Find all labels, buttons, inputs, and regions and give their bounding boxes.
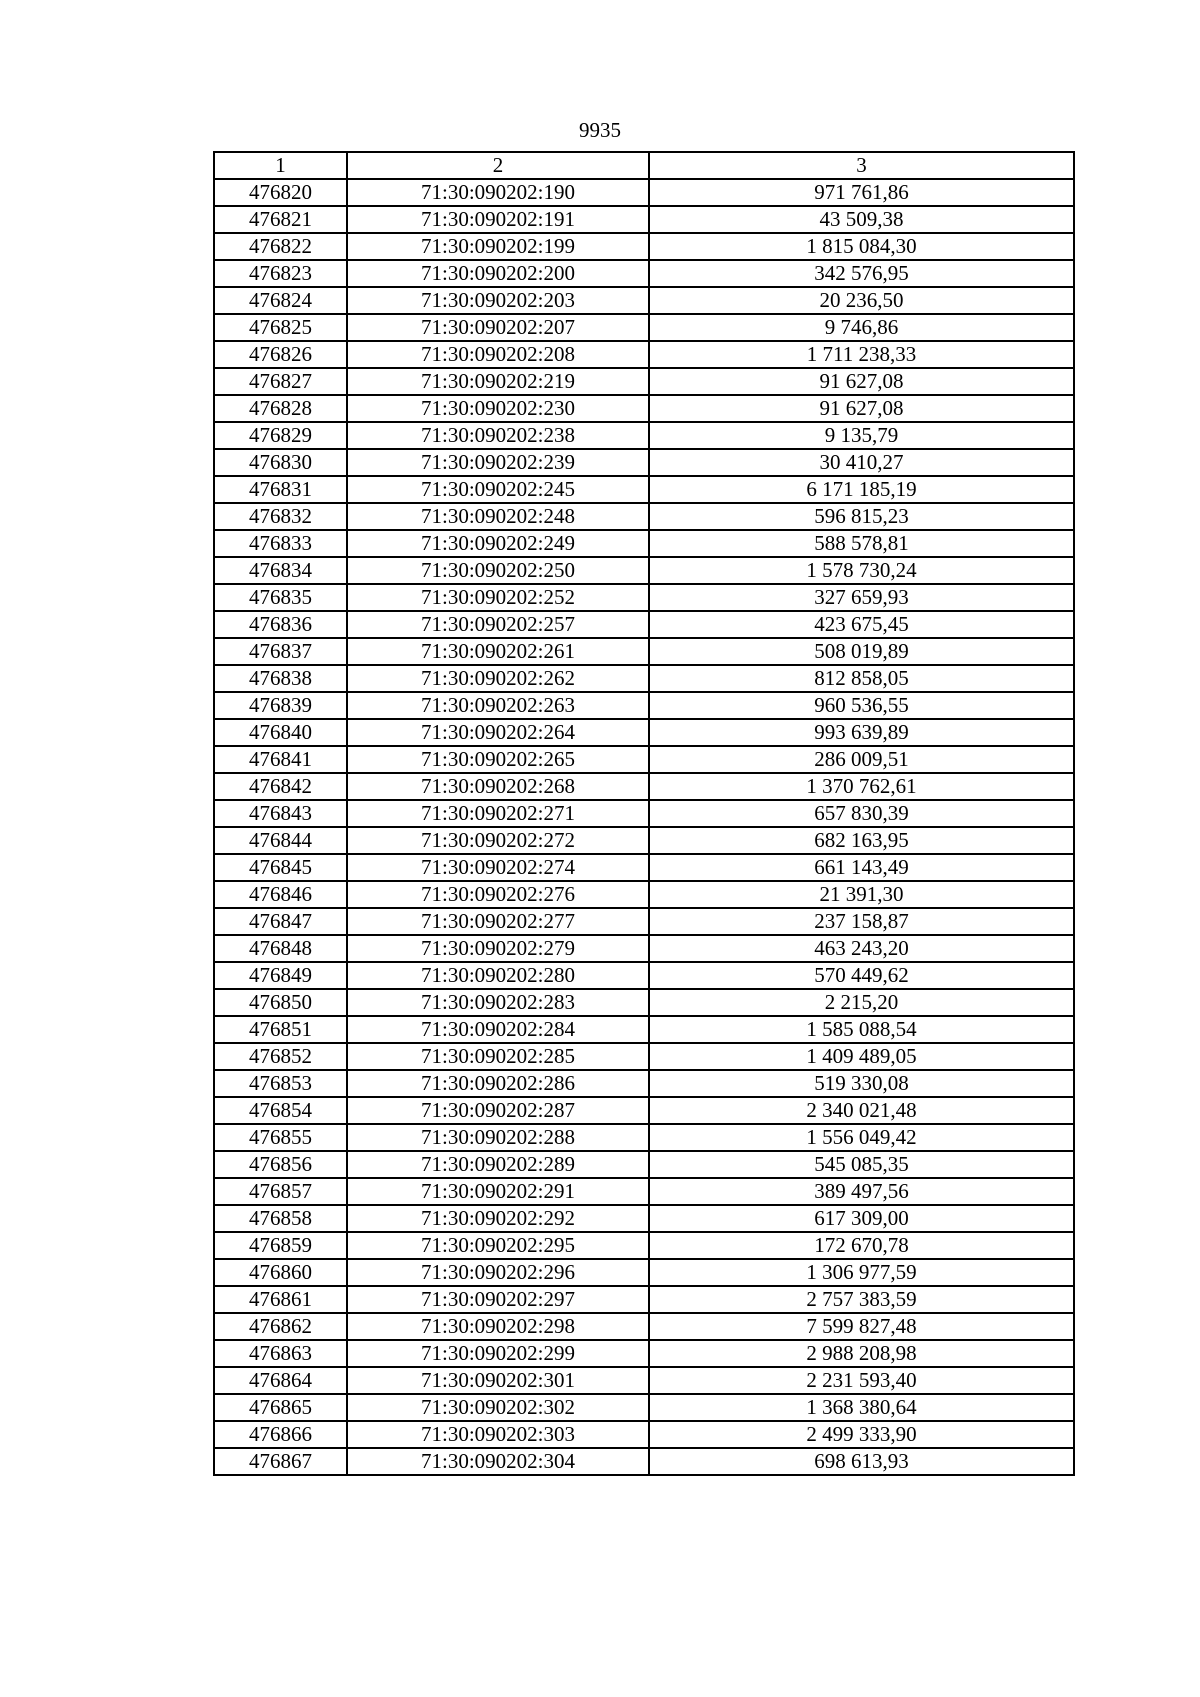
value-cell: 91 627,08 [649, 395, 1074, 422]
value-cell: 698 613,93 [649, 1448, 1074, 1475]
row-number-cell: 476824 [214, 287, 347, 314]
cadastral-number-cell: 71:30:090202:289 [347, 1151, 649, 1178]
table-row [214, 908, 1074, 935]
value-cell: 91 627,08 [649, 368, 1074, 395]
table-row [214, 1043, 1074, 1070]
cadastral-number-cell: 71:30:090202:203 [347, 287, 649, 314]
value-cell: 1 370 762,61 [649, 773, 1074, 800]
table-row [214, 314, 1074, 341]
table-row [214, 1340, 1074, 1367]
cadastral-number-cell: 71:30:090202:250 [347, 557, 649, 584]
value-cell: 2 757 383,59 [649, 1286, 1074, 1313]
value-cell: 519 330,08 [649, 1070, 1074, 1097]
row-number-cell: 476832 [214, 503, 347, 530]
value-cell: 1 306 977,59 [649, 1259, 1074, 1286]
value-cell: 2 499 333,90 [649, 1421, 1074, 1448]
table-row [214, 1178, 1074, 1205]
value-cell: 1 815 084,30 [649, 233, 1074, 260]
table-header [214, 152, 1074, 179]
value-cell: 389 497,56 [649, 1178, 1074, 1205]
value-cell: 342 576,95 [649, 260, 1074, 287]
cadastral-number-cell: 71:30:090202:245 [347, 476, 649, 503]
table-row [214, 1421, 1074, 1448]
header-cell-2: 2 [347, 152, 649, 179]
row-number-cell: 476821 [214, 206, 347, 233]
value-cell: 657 830,39 [649, 800, 1074, 827]
value-cell: 971 761,86 [649, 179, 1074, 206]
table-row [214, 1313, 1074, 1340]
table-row [214, 665, 1074, 692]
value-cell: 7 599 827,48 [649, 1313, 1074, 1340]
row-number-cell: 476852 [214, 1043, 347, 1070]
table-row [214, 962, 1074, 989]
table-row [214, 881, 1074, 908]
table-row [214, 1286, 1074, 1313]
cadastral-number-cell: 71:30:090202:303 [347, 1421, 649, 1448]
value-cell: 1 578 730,24 [649, 557, 1074, 584]
table-row [214, 530, 1074, 557]
row-number-cell: 476833 [214, 530, 347, 557]
row-number-cell: 476862 [214, 1313, 347, 1340]
row-number-cell: 476861 [214, 1286, 347, 1313]
row-number-cell: 476857 [214, 1178, 347, 1205]
table-row [214, 1259, 1074, 1286]
header-cell-1: 1 [214, 152, 347, 179]
value-cell: 617 309,00 [649, 1205, 1074, 1232]
table-row [214, 800, 1074, 827]
registry-table [213, 151, 1075, 1476]
row-number-cell: 476865 [214, 1394, 347, 1421]
table-row [214, 1367, 1074, 1394]
table-body [214, 179, 1074, 1475]
cadastral-number-cell: 71:30:090202:265 [347, 746, 649, 773]
table-row [214, 1016, 1074, 1043]
value-cell: 661 143,49 [649, 854, 1074, 881]
row-number-cell: 476842 [214, 773, 347, 800]
cadastral-number-cell: 71:30:090202:230 [347, 395, 649, 422]
row-number-cell: 476829 [214, 422, 347, 449]
row-number-cell: 476856 [214, 1151, 347, 1178]
value-cell: 2 231 593,40 [649, 1367, 1074, 1394]
value-cell: 1 585 088,54 [649, 1016, 1074, 1043]
cadastral-number-cell: 71:30:090202:284 [347, 1016, 649, 1043]
table-row [214, 827, 1074, 854]
value-cell: 9 746,86 [649, 314, 1074, 341]
value-cell: 960 536,55 [649, 692, 1074, 719]
table-row [214, 773, 1074, 800]
cadastral-number-cell: 71:30:090202:200 [347, 260, 649, 287]
row-number-cell: 476822 [214, 233, 347, 260]
value-cell: 1 711 238,33 [649, 341, 1074, 368]
row-number-cell: 476853 [214, 1070, 347, 1097]
cadastral-number-cell: 71:30:090202:261 [347, 638, 649, 665]
table-row [214, 503, 1074, 530]
value-cell: 1 368 380,64 [649, 1394, 1074, 1421]
table-row [214, 854, 1074, 881]
value-cell: 2 340 021,48 [649, 1097, 1074, 1124]
row-number-cell: 476866 [214, 1421, 347, 1448]
row-number-cell: 476847 [214, 908, 347, 935]
row-number-cell: 476835 [214, 584, 347, 611]
row-number-cell: 476841 [214, 746, 347, 773]
cadastral-number-cell: 71:30:090202:296 [347, 1259, 649, 1286]
row-number-cell: 476843 [214, 800, 347, 827]
row-number-cell: 476867 [214, 1448, 347, 1475]
value-cell: 596 815,23 [649, 503, 1074, 530]
value-cell: 508 019,89 [649, 638, 1074, 665]
row-number-cell: 476850 [214, 989, 347, 1016]
cadastral-number-cell: 71:30:090202:249 [347, 530, 649, 557]
cadastral-number-cell: 71:30:090202:257 [347, 611, 649, 638]
cadastral-number-cell: 71:30:090202:274 [347, 854, 649, 881]
table-row [214, 233, 1074, 260]
table-row [214, 989, 1074, 1016]
table-row [214, 368, 1074, 395]
cadastral-number-cell: 71:30:090202:207 [347, 314, 649, 341]
row-number-cell: 476854 [214, 1097, 347, 1124]
row-number-cell: 476851 [214, 1016, 347, 1043]
cadastral-number-cell: 71:30:090202:288 [347, 1124, 649, 1151]
cadastral-number-cell: 71:30:090202:219 [347, 368, 649, 395]
cadastral-number-cell: 71:30:090202:272 [347, 827, 649, 854]
value-cell: 588 578,81 [649, 530, 1074, 557]
cadastral-number-cell: 71:30:090202:299 [347, 1340, 649, 1367]
row-number-cell: 476848 [214, 935, 347, 962]
cadastral-number-cell: 71:30:090202:287 [347, 1097, 649, 1124]
table-row [214, 206, 1074, 233]
cadastral-number-cell: 71:30:090202:304 [347, 1448, 649, 1475]
table-row [214, 611, 1074, 638]
row-number-cell: 476849 [214, 962, 347, 989]
value-cell: 423 675,45 [649, 611, 1074, 638]
page-number: 9935 [579, 118, 621, 142]
row-number-cell: 476863 [214, 1340, 347, 1367]
table-row [214, 449, 1074, 476]
row-number-cell: 476820 [214, 179, 347, 206]
table-row [214, 719, 1074, 746]
table-row [214, 1124, 1074, 1151]
cadastral-number-cell: 71:30:090202:291 [347, 1178, 649, 1205]
row-number-cell: 476838 [214, 665, 347, 692]
value-cell: 43 509,38 [649, 206, 1074, 233]
table-row [214, 1205, 1074, 1232]
row-number-cell: 476823 [214, 260, 347, 287]
table-row [214, 1232, 1074, 1259]
cadastral-number-cell: 71:30:090202:199 [347, 233, 649, 260]
cadastral-number-cell: 71:30:090202:263 [347, 692, 649, 719]
table-row [214, 287, 1074, 314]
value-cell: 9 135,79 [649, 422, 1074, 449]
value-cell: 1 556 049,42 [649, 1124, 1074, 1151]
value-cell: 463 243,20 [649, 935, 1074, 962]
value-cell: 570 449,62 [649, 962, 1074, 989]
cadastral-number-cell: 71:30:090202:279 [347, 935, 649, 962]
cadastral-number-cell: 71:30:090202:277 [347, 908, 649, 935]
cadastral-number-cell: 71:30:090202:302 [347, 1394, 649, 1421]
table-row [214, 260, 1074, 287]
table-row [214, 935, 1074, 962]
row-number-cell: 476858 [214, 1205, 347, 1232]
table-row [214, 746, 1074, 773]
cadastral-number-cell: 71:30:090202:252 [347, 584, 649, 611]
value-cell: 172 670,78 [649, 1232, 1074, 1259]
table-row [214, 692, 1074, 719]
table-row [214, 1448, 1074, 1475]
row-number-cell: 476826 [214, 341, 347, 368]
row-number-cell: 476828 [214, 395, 347, 422]
cadastral-number-cell: 71:30:090202:208 [347, 341, 649, 368]
value-cell: 2 215,20 [649, 989, 1074, 1016]
row-number-cell: 476825 [214, 314, 347, 341]
value-cell: 993 639,89 [649, 719, 1074, 746]
value-cell: 812 858,05 [649, 665, 1074, 692]
table-row [214, 638, 1074, 665]
row-number-cell: 476860 [214, 1259, 347, 1286]
value-cell: 2 988 208,98 [649, 1340, 1074, 1367]
cadastral-number-cell: 71:30:090202:262 [347, 665, 649, 692]
table-row [214, 1070, 1074, 1097]
cadastral-number-cell: 71:30:090202:276 [347, 881, 649, 908]
cadastral-number-cell: 71:30:090202:285 [347, 1043, 649, 1070]
header-cell-3: 3 [649, 152, 1074, 179]
row-number-cell: 476837 [214, 638, 347, 665]
value-cell: 327 659,93 [649, 584, 1074, 611]
cadastral-number-cell: 71:30:090202:248 [347, 503, 649, 530]
cadastral-number-cell: 71:30:090202:295 [347, 1232, 649, 1259]
row-number-cell: 476831 [214, 476, 347, 503]
value-cell: 286 009,51 [649, 746, 1074, 773]
row-number-cell: 476839 [214, 692, 347, 719]
cadastral-number-cell: 71:30:090202:191 [347, 206, 649, 233]
table-row [214, 476, 1074, 503]
cadastral-number-cell: 71:30:090202:271 [347, 800, 649, 827]
value-cell: 237 158,87 [649, 908, 1074, 935]
cadastral-number-cell: 71:30:090202:286 [347, 1070, 649, 1097]
row-number-cell: 476830 [214, 449, 347, 476]
cadastral-number-cell: 71:30:090202:297 [347, 1286, 649, 1313]
value-cell: 1 409 489,05 [649, 1043, 1074, 1070]
table-row [214, 179, 1074, 206]
cadastral-number-cell: 71:30:090202:268 [347, 773, 649, 800]
row-number-cell: 476846 [214, 881, 347, 908]
table-row [214, 422, 1074, 449]
value-cell: 30 410,27 [649, 449, 1074, 476]
value-cell: 682 163,95 [649, 827, 1074, 854]
row-number-cell: 476845 [214, 854, 347, 881]
row-number-cell: 476844 [214, 827, 347, 854]
table-row [214, 1151, 1074, 1178]
row-number-cell: 476840 [214, 719, 347, 746]
table-row [214, 341, 1074, 368]
row-number-cell: 476864 [214, 1367, 347, 1394]
table-row [214, 1394, 1074, 1421]
cadastral-number-cell: 71:30:090202:190 [347, 179, 649, 206]
table-row [214, 1097, 1074, 1124]
table-row [214, 584, 1074, 611]
value-cell: 21 391,30 [649, 881, 1074, 908]
row-number-cell: 476827 [214, 368, 347, 395]
cadastral-number-cell: 71:30:090202:283 [347, 989, 649, 1016]
row-number-cell: 476834 [214, 557, 347, 584]
cadastral-number-cell: 71:30:090202:292 [347, 1205, 649, 1232]
value-cell: 20 236,50 [649, 287, 1074, 314]
cadastral-number-cell: 71:30:090202:239 [347, 449, 649, 476]
cadastral-number-cell: 71:30:090202:301 [347, 1367, 649, 1394]
cadastral-number-cell: 71:30:090202:264 [347, 719, 649, 746]
header-row [214, 152, 1074, 179]
cadastral-number-cell: 71:30:090202:238 [347, 422, 649, 449]
row-number-cell: 476836 [214, 611, 347, 638]
table-row [214, 395, 1074, 422]
value-cell: 6 171 185,19 [649, 476, 1074, 503]
table-row [214, 557, 1074, 584]
row-number-cell: 476855 [214, 1124, 347, 1151]
row-number-cell: 476859 [214, 1232, 347, 1259]
value-cell: 545 085,35 [649, 1151, 1074, 1178]
cadastral-number-cell: 71:30:090202:298 [347, 1313, 649, 1340]
cadastral-number-cell: 71:30:090202:280 [347, 962, 649, 989]
